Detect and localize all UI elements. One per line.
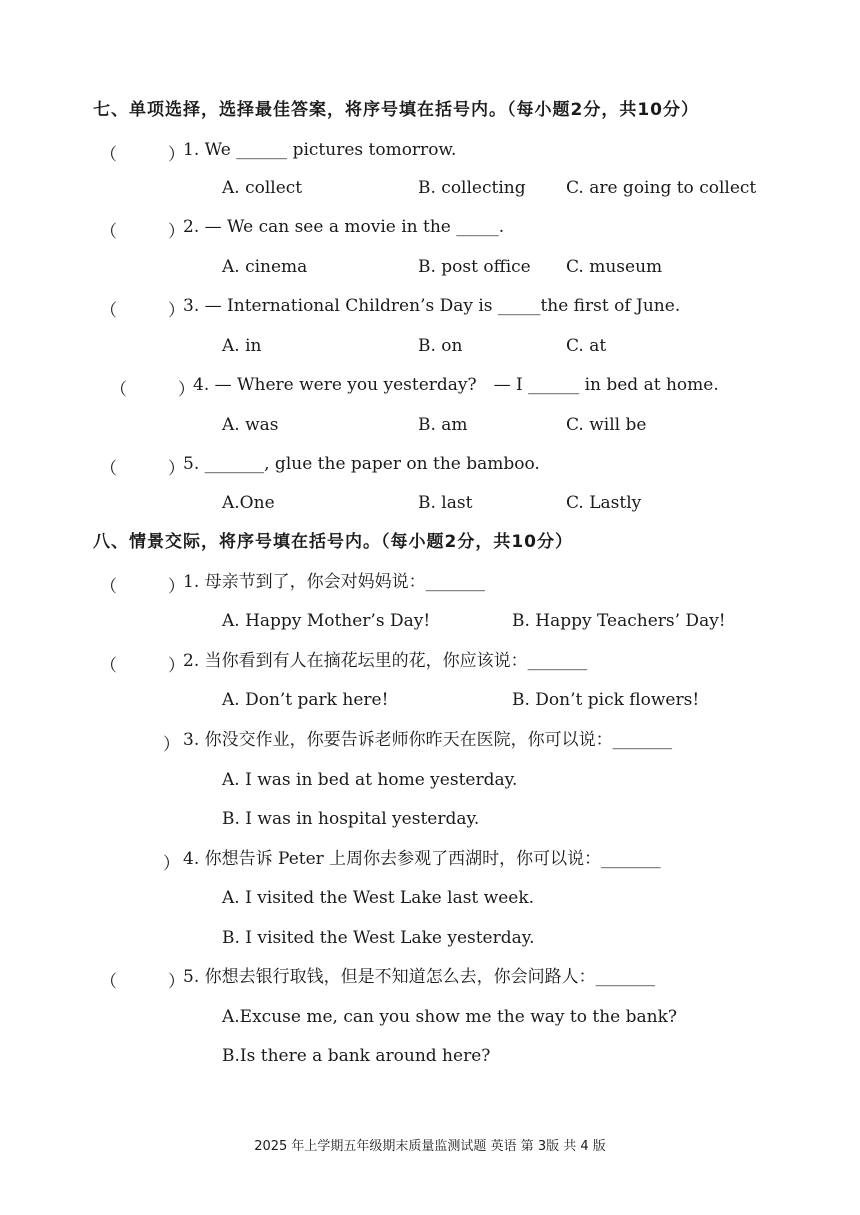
option-b: B. Happy Teachers’ Day! bbox=[512, 611, 726, 631]
option-b: B.Is there a bank around here? bbox=[222, 1046, 491, 1066]
option-c: C. Lastly bbox=[566, 493, 642, 513]
question-text: 2. 当你看到有人在摘花坛里的花，你应该说：_______ bbox=[183, 651, 588, 671]
option-c: C. are going to collect bbox=[566, 178, 757, 198]
option-a: A. Don’t park here! bbox=[222, 690, 389, 710]
question-text: 4. — Where were you yesterday? — I ______ in bed at home. bbox=[193, 375, 719, 395]
answer-paren[interactable]: ） bbox=[163, 735, 180, 755]
question-text: 5. 你想去银行取钱，但是不知道怎么去，你会问路人：_______ bbox=[183, 967, 656, 987]
option-b: B. Don’t pick flowers! bbox=[512, 690, 700, 710]
option-b: B. collecting bbox=[418, 178, 526, 198]
option-b: B. post office bbox=[418, 257, 531, 277]
option-b: B. I was in hospital yesterday. bbox=[222, 809, 480, 829]
option-b: B. am bbox=[418, 415, 468, 435]
section7-heading: 七、单项选择，选择最佳答案，将序号填在括号内。（每小题2分，共10分） bbox=[93, 100, 699, 120]
answer-paren[interactable]: （ ） bbox=[100, 656, 185, 676]
answer-paren[interactable]: （ ） bbox=[100, 577, 185, 597]
answer-paren[interactable]: （ ） bbox=[100, 301, 185, 321]
answer-paren[interactable]: （ ） bbox=[100, 459, 185, 479]
option-a: A. Happy Mother’s Day! bbox=[222, 611, 431, 631]
option-a: A. collect bbox=[222, 178, 303, 198]
option-a: A.One bbox=[222, 493, 275, 513]
section8-heading: 八、情景交际，将序号填在括号内。（每小题2分，共10分） bbox=[93, 532, 573, 552]
option-a: A. I visited the West Lake last week. bbox=[222, 888, 535, 908]
option-a: A.Excuse me, can you show me the way to the bank? bbox=[222, 1007, 678, 1027]
question-text: 2. — We can see a movie in the _____. bbox=[183, 217, 505, 237]
answer-paren[interactable]: （ ） bbox=[100, 145, 185, 165]
option-a: A. cinema bbox=[222, 257, 308, 277]
question-text: 5. _______, glue the paper on the bamboo. bbox=[183, 454, 540, 474]
option-a: A. in bbox=[222, 336, 262, 356]
question-text: 4. 你想告诉 Peter 上周你去参观了西湖时，你可以说：_______ bbox=[183, 849, 661, 869]
question-text: 1. 母亲节到了，你会对妈妈说：_______ bbox=[183, 572, 486, 592]
option-a: A. was bbox=[222, 415, 279, 435]
option-c: C. will be bbox=[566, 415, 647, 435]
option-b: B. last bbox=[418, 493, 473, 513]
option-c: C. museum bbox=[566, 257, 663, 277]
answer-paren[interactable]: （ ） bbox=[110, 380, 195, 400]
answer-paren[interactable]: （ ） bbox=[100, 972, 185, 992]
question-text: 1. We ______ pictures tomorrow. bbox=[183, 140, 457, 160]
option-b: B. I visited the West Lake yesterday. bbox=[222, 928, 535, 948]
option-a: A. I was in bed at home yesterday. bbox=[222, 770, 518, 790]
question-text: 3. 你没交作业，你要告诉老师你昨天在医院，你可以说：_______ bbox=[183, 730, 673, 750]
option-b: B. on bbox=[418, 336, 463, 356]
question-text: 3. — International Children’s Day is _____the first of June. bbox=[183, 296, 681, 316]
answer-paren[interactable]: （ ） bbox=[100, 222, 185, 242]
page-footer: 2025 年上学期五年级期末质量监测试题 英语 第 3版 共 4 版 bbox=[254, 1139, 606, 1154]
answer-paren[interactable]: ） bbox=[163, 854, 180, 874]
option-c: C. at bbox=[566, 336, 607, 356]
